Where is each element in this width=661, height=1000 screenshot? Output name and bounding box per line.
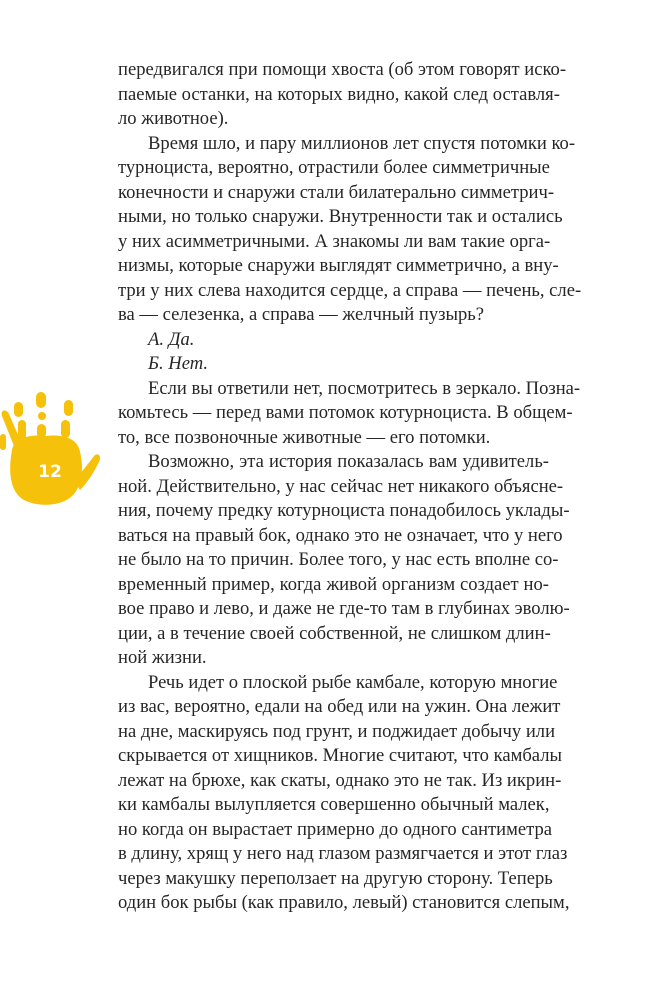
text-line: ной жизни. — [118, 647, 207, 668]
answer-option-line: Б. Нет. — [148, 353, 209, 374]
text-line: на дне, маскируясь под грунт, и поджидает добычу или — [118, 720, 556, 742]
text-line: ния, почему предку котурноциста понадобилось уклады- — [118, 500, 570, 521]
text-line: вое право и лево, и даже не где-то там в глубинах эволю- — [118, 598, 570, 619]
answer-option-line: А. Да. — [148, 328, 195, 350]
text-line: Возможно, эта история показалась вам удивитель- — [148, 451, 549, 472]
text-line: но когда он вырастает примерно до одного сантиметра — [118, 818, 553, 840]
text-line: из вас, вероятно, едали на обед или на ужин. Она лежит — [118, 696, 561, 717]
text-line: паемые останки, на которых видно, какой след оставля- — [118, 83, 560, 105]
text-line: три у них слева находится сердце, а справа — печень, сле- — [118, 279, 582, 301]
text-line: конечности и снаружи стали билатерально симметрич- — [118, 181, 555, 203]
text-line: то, все позвоночные животные — его потомки. — [118, 426, 491, 448]
text-line: Если вы ответили нет, посмотритесь в зеркало. Позна- — [148, 377, 581, 399]
text-line: у них асимметричными. А знакомы ли вам такие орга- — [118, 230, 551, 252]
text-line: турноциста, вероятно, отрастили более симметричные — [118, 157, 550, 178]
text-line: в длину, хрящ у него над глазом размягчается и этот глаз — [118, 843, 568, 864]
page-number: 12 — [38, 462, 62, 482]
handprint-page-marker-icon — [0, 372, 110, 517]
text-line: один бок рыбы (как правило, левый) становится слепым, — [118, 892, 570, 913]
text-line: передвигался при помощи хвоста (об этом говорят иско- — [118, 59, 567, 80]
text-line: ло животное). — [118, 108, 229, 129]
text-line: временный пример, когда живой организм создает но- — [118, 573, 549, 595]
text-line: скрывается от хищников. Многие считают, что камбалы — [118, 745, 562, 766]
text-line: ваться на правый бок, однако это не означает, что у него — [118, 524, 563, 546]
text-line: не было на то причин. Более того, у нас есть вполне со- — [118, 549, 559, 570]
body-text — [118, 58, 582, 916]
text-line: Время шло, и пару миллионов лет спустя потомки ко- — [148, 132, 576, 154]
text-line: лежат на брюхе, как скаты, однако это не так. Из икрин- — [118, 769, 562, 791]
text-line: ной. Действительно, у нас сейчас нет никакого объясне- — [118, 475, 564, 497]
text-line: ки камбалы вылупляется совершенно обычный малек, — [118, 794, 550, 815]
text-line: ными, но только снаружи. Внутренности так и остались — [118, 206, 563, 227]
text-line: через макушку переползает на другую сторону. Теперь — [118, 867, 553, 889]
text-line: Речь идет о плоской рыбе камбале, которую многие — [148, 671, 558, 693]
text-line: ции, а в течение своей собственной, не слишком длин- — [118, 622, 551, 644]
text-line: ва — селезенка, а справа — желчный пузырь? — [118, 304, 484, 325]
text-line: низмы, которые снаружи выглядят симметрично, а вну- — [118, 255, 559, 276]
text-line: комьтесь — перед вами потомок котурноциста. В общем- — [118, 402, 573, 423]
